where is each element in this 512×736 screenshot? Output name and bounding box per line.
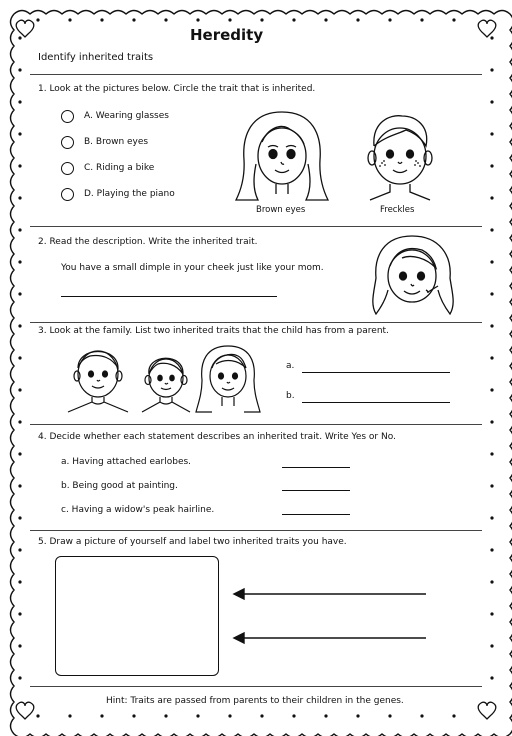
border-dot — [196, 18, 199, 21]
border-dot — [388, 18, 391, 21]
divider — [30, 424, 482, 425]
q3-label-b: b. — [286, 391, 295, 401]
border-dot — [324, 714, 327, 717]
option-c-circle[interactable] — [61, 162, 74, 175]
border-dot — [18, 292, 21, 295]
border-dot — [490, 644, 493, 647]
border-dot — [18, 676, 21, 679]
question-2-prompt: 2. Read the description. Write the inherited trait. — [38, 237, 258, 247]
border-dot — [490, 260, 493, 263]
question-5-prompt: 5. Draw a picture of yourself and label two inherited traits you have. — [38, 537, 347, 547]
caption-brown-eyes: Brown eyes — [256, 205, 306, 215]
border-dot — [18, 420, 21, 423]
arrow-left-icon — [234, 633, 244, 643]
question-2-text: You have a small dimple in your cheek just like your mom. — [61, 263, 324, 273]
border-dot — [356, 714, 359, 717]
border-dot — [490, 68, 493, 71]
border-dot — [490, 548, 493, 551]
caption-freckles: Freckles — [380, 205, 415, 215]
option-a-circle[interactable] — [61, 110, 74, 123]
border-dot — [388, 714, 391, 717]
divider — [30, 322, 482, 323]
q4-item-b: b. Being good at painting. — [61, 481, 178, 491]
answer-line-q4-a[interactable] — [282, 467, 350, 468]
option-d-circle[interactable] — [61, 188, 74, 201]
border-dot — [18, 388, 21, 391]
border-dot — [490, 100, 493, 103]
drawing-box[interactable] — [55, 556, 219, 676]
answer-line-q4-b[interactable] — [282, 490, 350, 491]
option-b-label: B. Brown eyes — [84, 137, 149, 147]
border-dot — [490, 132, 493, 135]
border-dot — [490, 580, 493, 583]
border-dot — [490, 612, 493, 615]
question-1-prompt: 1. Look at the pictures below. Circle the trait that is inherited. — [38, 84, 316, 94]
border-dot — [490, 228, 493, 231]
border-dot — [490, 356, 493, 359]
divider — [30, 530, 482, 531]
border-dot — [490, 196, 493, 199]
option-c-label: C. Riding a bike — [84, 163, 155, 173]
border-dot — [164, 714, 167, 717]
option-a-label: A. Wearing glasses — [84, 111, 169, 121]
answer-line-q3-b[interactable] — [302, 402, 450, 403]
label-arrows — [230, 586, 430, 646]
border-dot — [292, 18, 295, 21]
border-dot — [18, 164, 21, 167]
border-dot — [18, 548, 21, 551]
answer-line-q4-c[interactable] — [282, 514, 350, 515]
girl-face-illustration — [232, 108, 332, 204]
border-dot — [18, 452, 21, 455]
option-b-circle[interactable] — [61, 136, 74, 149]
border-dot — [196, 714, 199, 717]
border-dot — [18, 356, 21, 359]
border-dot — [490, 420, 493, 423]
heart-icon-bottom-right — [478, 702, 496, 719]
border-dot — [452, 714, 455, 717]
border-dot — [68, 714, 71, 717]
heart-icon-top-right — [478, 20, 496, 37]
border-dot — [100, 18, 103, 21]
border-dot — [490, 516, 493, 519]
arrow-left-icon — [234, 589, 244, 599]
border-dot — [18, 580, 21, 583]
border-dot — [18, 68, 21, 71]
family-illustration — [66, 340, 266, 416]
border-dot — [490, 484, 493, 487]
border-dot — [490, 676, 493, 679]
page-title: Heredity — [190, 26, 264, 44]
border-dot — [490, 324, 493, 327]
border-dot — [18, 516, 21, 519]
girl-dimple-illustration — [366, 232, 460, 318]
border-dot — [132, 714, 135, 717]
border-dot — [18, 132, 21, 135]
border-dot — [36, 18, 39, 21]
border-dot — [420, 18, 423, 21]
answer-line-q2[interactable] — [61, 296, 277, 297]
hint-text: Hint: Traits are passed from parents to their children in the genes. — [106, 696, 404, 706]
heart-icon-bottom-left — [16, 702, 34, 719]
border-dot — [18, 196, 21, 199]
boy-face-illustration — [350, 108, 450, 204]
q4-item-c: c. Having a widow's peak hairline. — [61, 505, 215, 515]
border-dot — [490, 388, 493, 391]
border-dot — [18, 612, 21, 615]
border-dot — [18, 484, 21, 487]
border-dot — [452, 18, 455, 21]
divider — [30, 686, 482, 687]
answer-line-q3-a[interactable] — [302, 372, 450, 373]
border-dot — [132, 18, 135, 21]
border-dot — [68, 18, 71, 21]
divider — [30, 74, 482, 75]
border-dot — [18, 324, 21, 327]
border-dot — [260, 18, 263, 21]
border-dot — [228, 18, 231, 21]
border-dot — [292, 714, 295, 717]
question-4-prompt: 4. Decide whether each statement describes an inherited trait. Write Yes or No. — [38, 432, 396, 442]
border-dot — [490, 164, 493, 167]
border-dot — [356, 18, 359, 21]
border-dot — [260, 714, 263, 717]
option-d-label: D. Playing the piano — [84, 189, 175, 199]
border-dot — [324, 18, 327, 21]
question-3-prompt: 3. Look at the family. List two inherited traits that the child has from a parent. — [38, 326, 389, 336]
divider — [30, 226, 482, 227]
border-dot — [490, 452, 493, 455]
q3-label-a: a. — [286, 361, 295, 371]
border-dot — [164, 18, 167, 21]
border-dot — [18, 100, 21, 103]
border-dot — [100, 714, 103, 717]
border-dot — [420, 714, 423, 717]
border-dot — [18, 644, 21, 647]
border-dot — [490, 36, 493, 39]
border-dot — [18, 260, 21, 263]
border-dot — [490, 292, 493, 295]
page-subtitle: Identify inherited traits — [38, 52, 154, 63]
border-dot — [228, 714, 231, 717]
border-dot — [18, 36, 21, 39]
q4-item-a: a. Having attached earlobes. — [61, 457, 192, 467]
heart-icon-top-left — [16, 20, 34, 37]
border-dot — [36, 714, 39, 717]
border-dot — [18, 228, 21, 231]
